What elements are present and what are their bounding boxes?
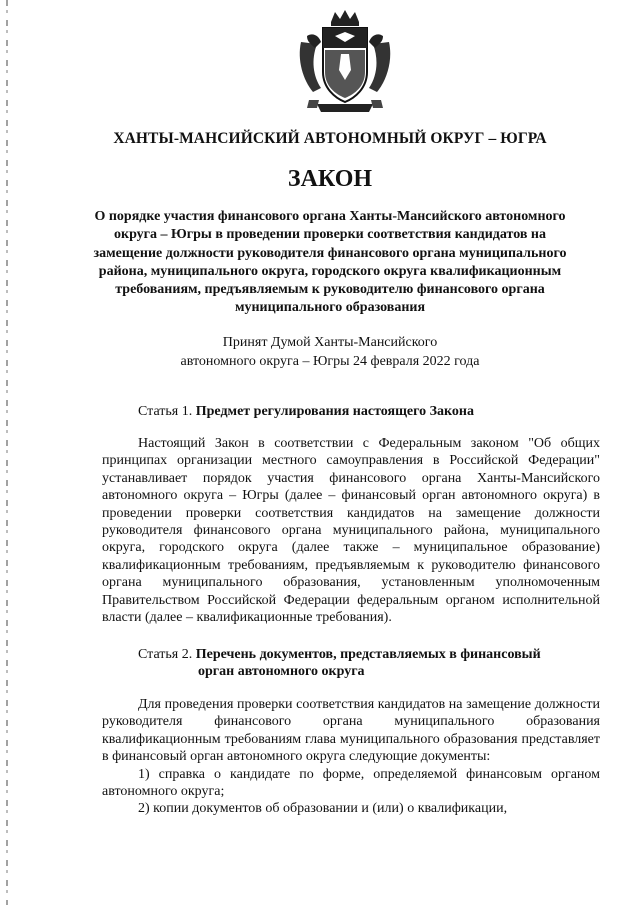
article-2-heading — [102, 646, 600, 680]
article-2-body — [102, 696, 600, 818]
article-2-item-2: 2) копии документов об образовании и (или) о квалификации, — [138, 801, 508, 817]
article-2-item-1: 1) справка о кандидате по форме, определяемой финансовым органом автономного округа; — [102, 766, 600, 800]
article-2-number: Статья 2. — [138, 647, 193, 662]
law-title: О порядке участия финансового органа Ханты-Мансийского автономного округа – Югры в проведении проверки соответствия кандидатов на замещение должности руководителя финансового органа муниципального района, муниципального округа, городского округа квалификационным требованиям, предъявляемым к руководителю финансового органа муниципального образования — [93, 209, 567, 316]
article-1-body — [102, 435, 600, 626]
article-1-heading — [102, 403, 600, 420]
adoption-line-2: автономного округа – Югры 24 февраля 2022 года — [180, 353, 480, 369]
adoption-info — [110, 334, 550, 371]
region-name: ХАНТЫ-МАНСИЙСКИЙ АВТОНОМНЫЙ ОКРУГ – ЮГРА — [113, 130, 547, 147]
article-1-paragraph: Настоящий Закон в соответствии с Федеральным законом "Об общих принципах организации местного самоуправления в Российской Федерации" устанавливает порядок участия финансового органа Ханты-Мансийского автономного округа – Югры (далее – финансовый орган автономного округа) в проведении проверки соответствия кандидатов на замещение должности руководителя финансового органа муниципального района, муниципального округа, городского округа (далее также – муниципальное образование) квалификационным требованиям, предъявляемым к руководителю финансового органа муниципального образования, установленным уполномоченным Правительством Российской Федерации федеральным органом исполнительной власти (далее – квалификационные требования). — [102, 436, 600, 626]
article-2-title-line-1: Перечень документов, представляемых в финансовый — [195, 647, 541, 662]
article-2-intro: Для проведения проверки соответствия кандидатов на замещение должности руководителя финансового органа муниципального образования квалификационным требованиям глава муниципального образования представляет в финансовый орган автономного округа следующие документы: — [102, 697, 600, 765]
document-type: ЗАКОН — [287, 166, 373, 192]
article-1-title: Предмет регулирования настоящего Закона — [195, 404, 474, 419]
scan-edge — [6, 0, 8, 905]
article-1-number: Статья 1. — [138, 404, 193, 419]
article-2-title-line-2: орган автономного округа — [198, 664, 365, 679]
coat-of-arms-icon — [295, 8, 395, 120]
adoption-line-1: Принят Думой Ханты-Мансийского — [222, 335, 438, 350]
